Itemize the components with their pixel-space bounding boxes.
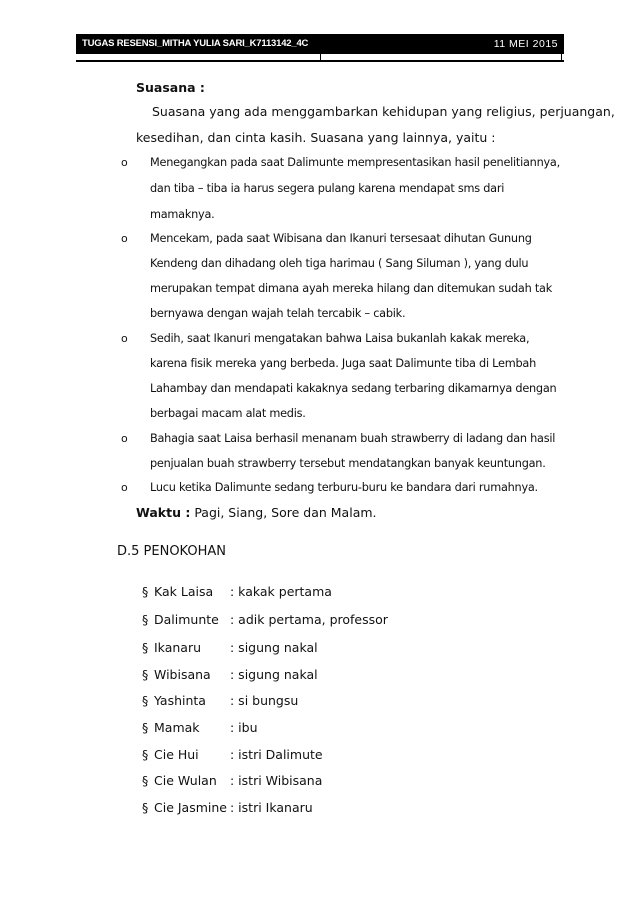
list-marker: § (142, 584, 149, 599)
header-bar (76, 34, 564, 54)
character-name: Yashinta (154, 693, 206, 708)
bullet-line: karena fisik mereka yang berbeda. Juga saat Dalimunte tiba di Lembah (150, 357, 536, 370)
character-desc: : istri Ikanaru (230, 800, 313, 815)
character-desc: : istri Dalimute (230, 747, 323, 762)
character-name: Cie Jasmine (154, 800, 227, 815)
character-desc: : sigung nakal (230, 640, 318, 655)
bullet-line: Lahambay dan mendapati kakaknya sedang terbaring dikamarnya dengan (150, 382, 557, 395)
character-name: Cie Hui (154, 747, 199, 762)
character-name: Mamak (154, 720, 200, 735)
character-desc: : ibu (230, 720, 258, 735)
bullet-line: Mencekam, pada saat Wibisana dan Ikanuri tersesaat dihutan Gunung (150, 232, 532, 245)
character-desc: : adik pertama, professor (230, 612, 388, 627)
bullet-marker: o (121, 232, 128, 245)
header-date: 11 MEI 2015 (493, 38, 558, 50)
character-desc: : si bungsu (230, 693, 299, 708)
list-marker: § (142, 612, 149, 627)
bullet-line: Kendeng dan dihadang oleh tiga harimau ( Sang Siluman ), yang dulu (150, 257, 529, 270)
character-name: Ikanaru (154, 640, 202, 655)
bullet-line: Menegangkan pada saat Dalimunte mempresentasikan hasil penelitiannya, (150, 156, 560, 169)
bullet-line: berbagai macam alat medis. (150, 407, 306, 420)
list-marker: § (142, 640, 149, 655)
bullet-marker: o (121, 481, 128, 494)
list-marker: § (142, 693, 149, 708)
list-marker: § (142, 667, 149, 682)
character-name: Dalimunte (154, 612, 219, 627)
list-marker: § (142, 800, 149, 815)
header-title: TUGAS RESENSI_MITHA YULIA SARI_K7113142_4C (82, 38, 309, 49)
bullet-marker: o (121, 156, 128, 169)
suasana-heading: Suasana : (136, 80, 205, 95)
list-marker: § (142, 773, 149, 788)
bullet-line: mamaknya. (150, 208, 215, 221)
header-rule (76, 60, 564, 62)
character-desc: : kakak pertama (230, 584, 332, 599)
waktu-line (136, 505, 377, 520)
bullet-line: dan tiba – tiba ia harus segera pulang karena mendapat sms dari (150, 182, 505, 195)
bullet-marker: o (121, 432, 128, 445)
bullet-marker: o (121, 332, 128, 345)
character-desc: : istri Wibisana (230, 773, 323, 788)
page-header (76, 34, 564, 64)
character-name: Wibisana (154, 667, 211, 682)
waktu-label: Waktu : (136, 505, 191, 520)
bullet-line: penjualan buah strawberry tersebut mendatangkan banyak keuntungan. (150, 457, 546, 470)
suasana-intro-line: kesedihan, dan cinta kasih. Suasana yang lainnya, yaitu : (136, 130, 496, 145)
character-name: Kak Laisa (154, 584, 214, 599)
section-heading: D.5 PENOKOHAN (117, 544, 226, 559)
bullet-line: merupakan tempat dimana ayah mereka hilang dan ditemukan sudah tak (150, 282, 552, 295)
bullet-line: bernyawa dengan wajah telah tercabik – cabik. (150, 307, 406, 320)
character-desc: : sigung nakal (230, 667, 318, 682)
bullet-line: Lucu ketika Dalimunte sedang terburu-buru ke bandara dari rumahnya. (150, 481, 538, 494)
bullet-line: Bahagia saat Laisa berhasil menanam buah strawberry di ladang dan hasil (150, 432, 556, 445)
list-marker: § (142, 747, 149, 762)
suasana-intro-line: Suasana yang ada menggambarkan kehidupan yang religius, perjuangan, (152, 104, 615, 119)
list-marker: § (142, 720, 149, 735)
waktu-value: Pagi, Siang, Sore dan Malam. (194, 505, 377, 520)
bullet-line: Sedih, saat Ikanuri mengatakan bahwa Laisa bukanlah kakak mereka, (150, 332, 530, 345)
character-name: Cie Wulan (154, 773, 217, 788)
